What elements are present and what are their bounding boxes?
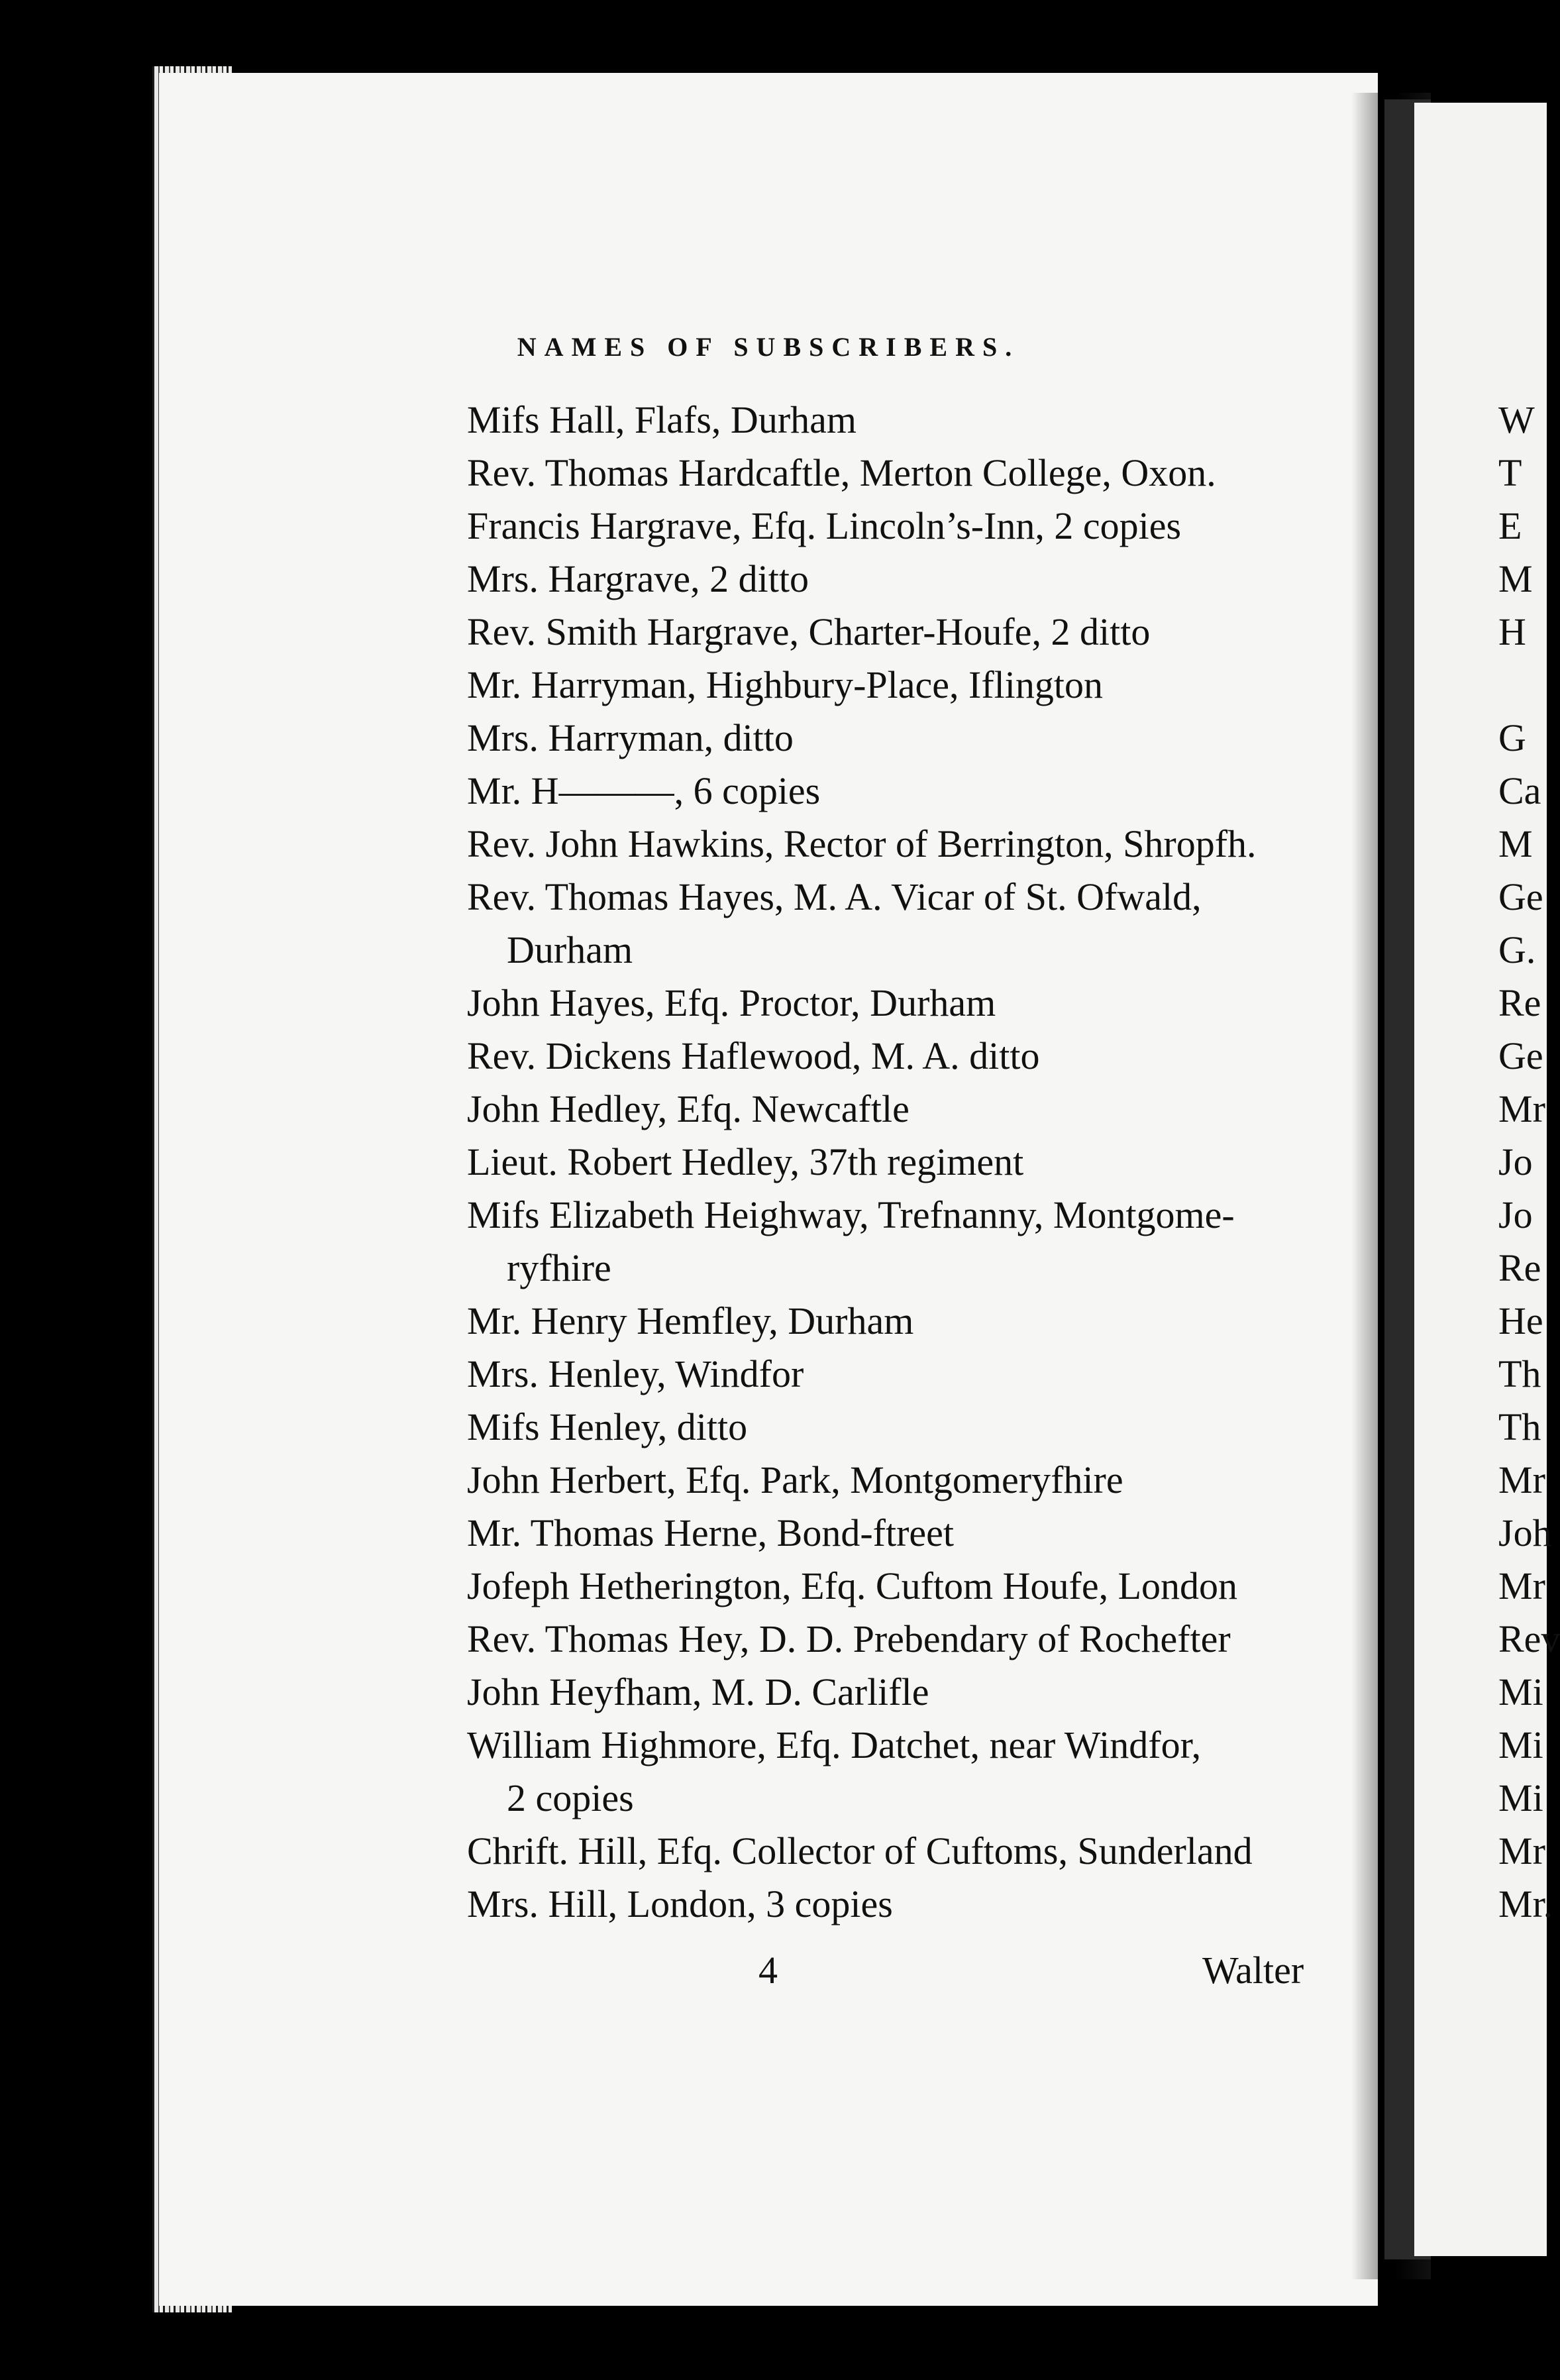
subscriber-entry: Francis Hargrave, Efq. Lincoln’s-Inn, 2 copies (467, 504, 1182, 547)
right-page-fragment: Re (1498, 1246, 1541, 1289)
right-page-fragment: Rev (1498, 1617, 1560, 1660)
subscriber-entry: John Hayes, Efq. Proctor, Durham (467, 981, 996, 1024)
subscriber-entry-continuation: 2 copies (507, 1776, 634, 1819)
subscriber-entry: Mr. Harryman, Highbury-Place, Iflington (467, 663, 1104, 706)
right-page-fragment: Th (1498, 1405, 1541, 1448)
right-page-fragment: Mr (1498, 1458, 1545, 1501)
right-page-fragment: T (1498, 451, 1522, 494)
subscriber-entry: Mrs. Hill, London, 3 copies (467, 1882, 893, 1925)
right-page-fragment: Joh (1498, 1511, 1552, 1554)
right-page-fragment: H (1498, 610, 1526, 653)
subscriber-entry: Rev. Thomas Hardcaftle, Merton College, Oxon. (467, 451, 1216, 494)
subscriber-entry: John Herbert, Efq. Park, Montgomeryfhire (467, 1458, 1123, 1501)
subscriber-entry: John Hedley, Efq. Newcaftle (467, 1087, 910, 1130)
subscriber-entry: Rev. Smith Hargrave, Charter-Houfe, 2 ditto (467, 610, 1151, 653)
subscriber-entry: Rev. John Hawkins, Rector of Berrington, Shropfh. (467, 822, 1257, 865)
right-page-fragment: M (1498, 822, 1533, 865)
subscriber-entry: Mr. Thomas Herne, Bond-ftreet (467, 1511, 955, 1554)
right-page-fragment: M (1498, 557, 1533, 600)
right-page-fragment: He (1498, 1299, 1543, 1342)
subscriber-entry: Jofeph Hetherington, Efq. Cuftom Houfe, London (467, 1564, 1238, 1607)
subscriber-entry: Rev. Thomas Hey, D. D. Prebendary of Rochefter (467, 1617, 1231, 1660)
subscriber-entry: Mifs Henley, ditto (467, 1405, 748, 1448)
subscriber-entry: Mr. H———, 6 copies (467, 769, 821, 812)
right-page-fragment: Jo (1498, 1140, 1533, 1183)
catchword: Walter (1202, 1949, 1304, 1992)
right-page-fragment: Mi (1498, 1776, 1543, 1819)
subscriber-entry: John Heyfham, M. D. Carlifle (467, 1670, 929, 1713)
right-page-fragment: Mi (1498, 1723, 1543, 1766)
subscriber-entry: Rev. Thomas Hayes, M. A. Vicar of St. Ofwald, (467, 875, 1202, 918)
subscriber-entry: Chrift. Hill, Efq. Collector of Cuftoms, Sunderland (467, 1829, 1253, 1872)
right-page-fragment: Ge (1498, 875, 1543, 918)
subscriber-entry: Mr. Henry Hemfley, Durham (467, 1299, 914, 1342)
right-page-fragment: Mi (1498, 1670, 1543, 1713)
subscriber-entry: Mrs. Hargrave, 2 ditto (467, 557, 809, 600)
right-page-fragment: E (1498, 504, 1522, 547)
right-page-fragment: Ca (1498, 769, 1541, 812)
right-page-fragment: Mr (1498, 1564, 1545, 1607)
right-page-fragment: Mr (1498, 1087, 1545, 1130)
subscriber-entry-continuation: ryfhire (507, 1246, 611, 1289)
page-number: 4 (758, 1949, 778, 1992)
right-page-fragment: Th (1498, 1352, 1541, 1395)
subscriber-entry: Mifs Hall, Flafs, Durham (467, 398, 857, 441)
right-page-fragment: G (1498, 716, 1526, 759)
subscriber-entry: Lieut. Robert Hedley, 37th regiment (467, 1140, 1024, 1183)
right-page-fragment: Mr (1498, 1829, 1545, 1872)
right-page-fragment: G. (1498, 928, 1536, 971)
subscriber-entry: Mrs. Harryman, ditto (467, 716, 794, 759)
subscriber-entry: Rev. Dickens Haflewood, M. A. ditto (467, 1034, 1040, 1077)
right-page-fragment: Re (1498, 981, 1541, 1024)
subscriber-entry-continuation: Durham (507, 928, 633, 971)
subscriber-entry: William Highmore, Efq. Datchet, near Windfor, (467, 1723, 1202, 1766)
right-page-fragment: Jo (1498, 1193, 1533, 1236)
subscriber-entry: Mifs Elizabeth Heighway, Trefnanny, Montgome- (467, 1193, 1235, 1236)
right-page-fragment: Mr. (1498, 1882, 1553, 1925)
running-header: NAMES OF SUBSCRIBERS. (517, 332, 1020, 362)
subscriber-entry: Mrs. Henley, Windfor (467, 1352, 804, 1395)
right-page-fragment: W (1498, 398, 1535, 441)
right-page-fragment: Ge (1498, 1034, 1543, 1077)
